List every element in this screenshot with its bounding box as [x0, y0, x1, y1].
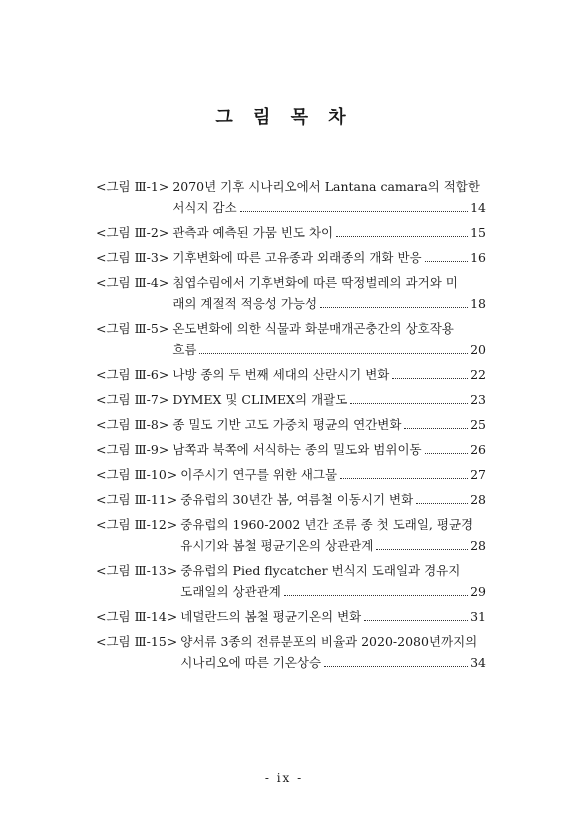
figure-label: <그림 Ⅲ-11> [96, 492, 178, 507]
dot-leader [404, 414, 468, 429]
figure-title-line: 도래일의 상관관계 [180, 584, 281, 599]
figure-title-line: 시나리오에 따른 기온상승 [180, 655, 322, 670]
dot-leader [199, 339, 468, 354]
toc-entry[interactable] [96, 247, 486, 268]
figure-title-line: 침엽수림에서 기후변화에 따른 딱정벌레의 과거와 미 [172, 275, 458, 290]
figure-list [96, 176, 486, 673]
figure-label: <그림 Ⅲ-12> [96, 517, 178, 532]
figure-title-line: 이주시기 연구를 위한 새그물 [180, 467, 338, 482]
figure-title-line: 중유럽의 1960-2002 년간 조류 종 첫 도래일, 평균경 [180, 517, 474, 532]
page-ref[interactable]: 23 [470, 392, 486, 407]
page-ref[interactable]: 16 [470, 250, 486, 265]
figure-title-line: 래의 계절적 적응성 가능성 [172, 296, 318, 311]
figure-title-line: 나방 종의 두 번째 세대의 산란시기 변화 [172, 367, 390, 382]
figure-label: <그림 Ⅲ-14> [96, 609, 178, 624]
figure-title-line: 온도변화에 의한 식물과 화분매개곤충간의 상호작용 [172, 321, 454, 336]
dot-leader [284, 581, 468, 596]
figure-title-line: DYMEX 및 CLIMEX의 개괄도 [172, 392, 348, 407]
page-ref[interactable]: 15 [470, 225, 486, 240]
toc-entry[interactable] [96, 489, 486, 510]
dot-leader [425, 439, 468, 454]
toc-entry[interactable] [96, 514, 486, 556]
figure-title-line: 네덜란드의 봄철 평균기온의 변화 [180, 609, 362, 624]
toc-entry[interactable] [96, 606, 486, 627]
toc-entry[interactable] [96, 560, 486, 602]
dot-leader [425, 247, 468, 262]
page-ref[interactable]: 25 [470, 417, 486, 432]
page-ref[interactable]: 34 [470, 655, 486, 670]
dot-leader [240, 197, 468, 212]
figure-label: <그림 Ⅲ-15> [96, 634, 178, 649]
figure-title-line: 중유럽의 30년간 봄, 여름철 이동시기 변화 [180, 492, 414, 507]
dot-leader [416, 489, 468, 504]
page-ref[interactable]: 22 [470, 367, 486, 382]
figure-title-line: 흐름 [172, 342, 197, 357]
dot-leader [320, 293, 468, 308]
page-ref[interactable]: 28 [470, 492, 486, 507]
toc-entry[interactable] [96, 439, 486, 460]
dot-leader [340, 464, 468, 479]
figure-label: <그림 Ⅲ-9> [96, 442, 170, 457]
toc-entry[interactable] [96, 318, 486, 360]
toc-entry[interactable] [96, 222, 486, 243]
figure-title-line: 관측과 예측된 가뭄 빈도 차이 [172, 225, 334, 240]
figure-label: <그림 Ⅲ-7> [96, 392, 170, 407]
toc-entry[interactable] [96, 389, 486, 410]
dot-leader [364, 606, 468, 621]
dot-leader [392, 364, 468, 379]
figure-label: <그림 Ⅲ-2> [96, 225, 170, 240]
page-ref[interactable]: 14 [470, 200, 486, 215]
page-ref[interactable]: 27 [470, 467, 486, 482]
figure-label: <그림 Ⅲ-10> [96, 467, 178, 482]
toc-entry[interactable] [96, 364, 486, 385]
figure-label: <그림 Ⅲ-4> [96, 275, 170, 290]
page-ref[interactable]: 18 [470, 296, 486, 311]
toc-entry[interactable] [96, 464, 486, 485]
figure-title-line: 2070년 기후 시나리오에서 Lantana camara의 적합한 [172, 179, 480, 194]
toc-entry[interactable] [96, 176, 486, 218]
figure-title-line: 기후변화에 따른 고유종과 외래종의 개화 반응 [172, 250, 422, 265]
page-title: 그 림 목 차 [215, 107, 353, 128]
figure-title-line: 종 밀도 기반 고도 가중치 평균의 연간변화 [172, 417, 402, 432]
figure-title-line: 양서류 3종의 전류분포의 비율과 2020-2080년까지의 [180, 634, 478, 649]
figure-label: <그림 Ⅲ-3> [96, 250, 170, 265]
toc-entry[interactable] [96, 272, 486, 314]
figure-title-line: 유시기와 봄철 평균기온의 상관관계 [180, 538, 374, 553]
figure-label: <그림 Ⅲ-13> [96, 563, 178, 578]
dot-leader [350, 389, 468, 404]
toc-entry[interactable] [96, 631, 486, 673]
figure-title-line: 중유럽의 Pied flycatcher 번식지 도래일과 경유지 [180, 563, 461, 578]
page-number: - ix - [264, 771, 304, 785]
page-ref[interactable]: 28 [470, 538, 486, 553]
dot-leader [336, 222, 468, 237]
figure-label: <그림 Ⅲ-1> [96, 179, 170, 194]
toc-entry[interactable] [96, 414, 486, 435]
figure-title-line: 남쪽과 북쪽에 서식하는 종의 밀도와 범위이동 [172, 442, 422, 457]
page-ref[interactable]: 20 [470, 342, 486, 357]
figure-label: <그림 Ⅲ-8> [96, 417, 170, 432]
dot-leader [376, 535, 468, 550]
page-ref[interactable]: 31 [470, 609, 486, 624]
figure-label: <그림 Ⅲ-5> [96, 321, 170, 336]
figure-label: <그림 Ⅲ-6> [96, 367, 170, 382]
page-ref[interactable]: 29 [470, 584, 486, 599]
page-ref[interactable]: 26 [470, 442, 486, 457]
dot-leader [324, 652, 468, 667]
figure-title-line: 서식지 감소 [172, 200, 237, 215]
